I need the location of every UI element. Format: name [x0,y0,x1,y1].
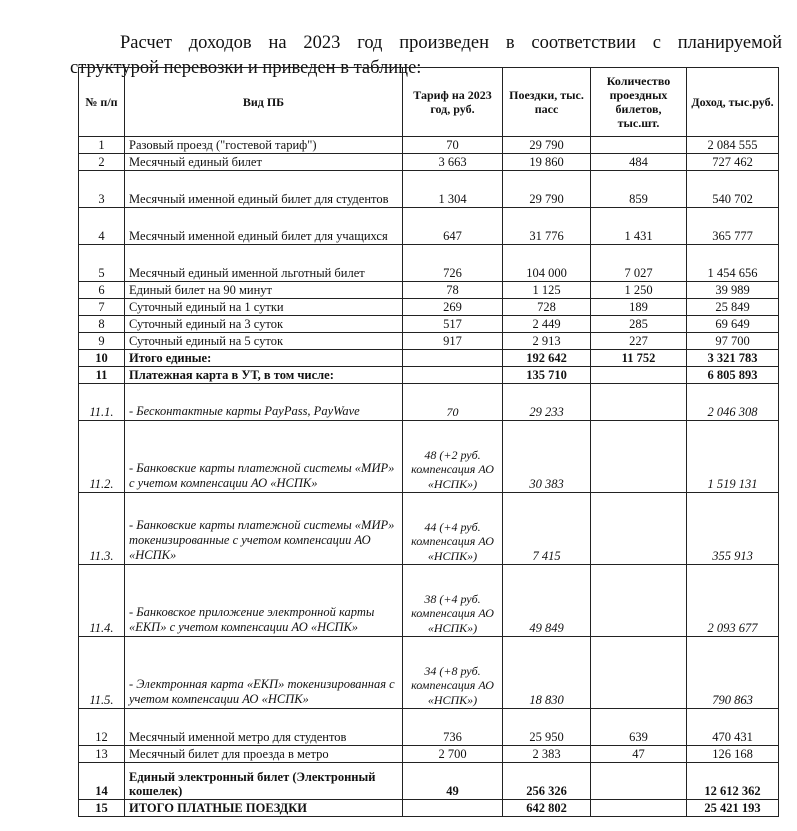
row-trips: 256 326 [503,763,591,800]
row-trips: 18 830 [503,637,591,709]
row-num: 4 [79,208,125,245]
row-tariff: 49 [403,763,503,800]
row-trips: 29 790 [503,137,591,154]
row-num: 5 [79,245,125,282]
row-income: 25 849 [687,299,779,316]
row-income: 790 863 [687,637,779,709]
row-num: 10 [79,350,125,367]
row-income: 97 700 [687,333,779,350]
table-row [79,208,779,245]
row-name: Итого единые: [125,350,403,367]
row-tariff: 647 [403,208,503,245]
row-tariff: 2 700 [403,746,503,763]
table-row [79,746,779,763]
table-row [79,282,779,299]
row-tariff [403,350,503,367]
row-num: 2 [79,154,125,171]
header-num: № п/п [79,68,125,137]
row-trips: 192 642 [503,350,591,367]
row-name: Разовый проезд ("гостевой тариф") [125,137,403,154]
row-num: 11.4. [79,565,125,637]
row-tariff: 34 (+8 руб. компенсация АО «НСПК») [403,637,503,709]
row-income: 1 519 131 [687,421,779,493]
row-trips: 728 [503,299,591,316]
row-name: - Бесконтактные карты PayPass, PayWave [125,384,403,421]
row-tickets: 227 [591,333,687,350]
row-tariff: 44 (+4 руб. компенсация АО «НСПК») [403,493,503,565]
row-income: 540 702 [687,171,779,208]
row-tariff: 3 663 [403,154,503,171]
row-tickets [591,493,687,565]
row-num: 11.3. [79,493,125,565]
table-row [79,800,779,817]
row-tickets [591,137,687,154]
row-tickets: 11 752 [591,350,687,367]
row-income: 2 084 555 [687,137,779,154]
row-name: Месячный единый именной льготный билет [125,245,403,282]
row-income: 365 777 [687,208,779,245]
intro-line-1: Расчет доходов на 2023 год произведен в соответствии с планируемой [120,32,782,53]
income-table [78,67,779,817]
row-income: 6 805 893 [687,367,779,384]
table-row [79,137,779,154]
row-num: 11 [79,367,125,384]
row-income: 69 649 [687,316,779,333]
row-num: 12 [79,709,125,746]
row-tariff [403,800,503,817]
row-num: 15 [79,800,125,817]
row-tickets: 7 027 [591,245,687,282]
row-name: Единый электронный билет (Электронный кошелек) [125,763,403,800]
row-tickets [591,565,687,637]
row-name: Месячный билет для проезда в метро [125,746,403,763]
row-tariff: 1 304 [403,171,503,208]
table-row [79,350,779,367]
row-num: 14 [79,763,125,800]
row-tickets: 639 [591,709,687,746]
row-income: 470 431 [687,709,779,746]
row-tariff: 70 [403,384,503,421]
row-income: 12 612 362 [687,763,779,800]
table-row [79,171,779,208]
row-name: Суточный единый на 1 сутки [125,299,403,316]
row-num: 11.5. [79,637,125,709]
row-num: 9 [79,333,125,350]
table-row [79,245,779,282]
row-trips: 31 776 [503,208,591,245]
row-tickets: 47 [591,746,687,763]
row-num: 6 [79,282,125,299]
row-num: 11.2. [79,421,125,493]
row-trips: 2 383 [503,746,591,763]
row-trips: 135 710 [503,367,591,384]
row-name: Месячный именной метро для студентов [125,709,403,746]
row-name: - Банковские карты платежной системы «МИР» токенизированные с учетом компенсации АО «НСПК» [125,493,403,565]
row-income: 2 046 308 [687,384,779,421]
row-tickets: 1 250 [591,282,687,299]
table-row [79,709,779,746]
row-num: 7 [79,299,125,316]
row-name: Месячный единый билет [125,154,403,171]
row-trips: 104 000 [503,245,591,282]
row-income: 2 093 677 [687,565,779,637]
row-tickets [591,384,687,421]
row-trips: 2 449 [503,316,591,333]
row-name: Суточный единый на 3 суток [125,316,403,333]
row-tickets: 484 [591,154,687,171]
row-tariff: 517 [403,316,503,333]
row-income: 1 454 656 [687,245,779,282]
row-tariff: 38 (+4 руб. компенсация АО «НСПК») [403,565,503,637]
row-tickets: 189 [591,299,687,316]
row-num: 11.1. [79,384,125,421]
table-header-row [79,68,779,137]
row-tariff [403,367,503,384]
header-income: Доход, тыс.руб. [687,68,779,137]
row-tickets: 1 431 [591,208,687,245]
row-tickets [591,763,687,800]
table-row [79,637,779,709]
row-trips: 30 383 [503,421,591,493]
row-num: 1 [79,137,125,154]
row-trips: 25 950 [503,709,591,746]
row-trips: 29 790 [503,171,591,208]
table-row [79,316,779,333]
row-tariff: 269 [403,299,503,316]
row-num: 13 [79,746,125,763]
row-name: Месячный именной единый билет для студентов [125,171,403,208]
row-trips: 2 913 [503,333,591,350]
row-tariff: 917 [403,333,503,350]
table-row [79,299,779,316]
row-tariff: 78 [403,282,503,299]
row-tickets [591,367,687,384]
row-trips: 49 849 [503,565,591,637]
row-income: 3 321 783 [687,350,779,367]
row-name: ИТОГО ПЛАТНЫЕ ПОЕЗДКИ [125,800,403,817]
table-row [79,763,779,800]
row-tariff: 726 [403,245,503,282]
row-num: 8 [79,316,125,333]
row-name: - Банковские карты платежной системы «МИР» с учетом компенсации АО «НСПК» [125,421,403,493]
row-name: Суточный единый на 5 суток [125,333,403,350]
row-tariff: 736 [403,709,503,746]
header-tickets: Количество проездных билетов, тыс.шт. [591,68,687,137]
table-row [79,384,779,421]
row-name: - Банковское приложение электронной карты «ЕКП» с учетом компенсации АО «НСПК» [125,565,403,637]
table-body [79,137,779,817]
row-trips: 19 860 [503,154,591,171]
table-row [79,565,779,637]
table-row [79,154,779,171]
table-row [79,367,779,384]
table-row [79,421,779,493]
row-tickets: 859 [591,171,687,208]
row-income: 727 462 [687,154,779,171]
row-tariff: 48 (+2 руб. компенсация АО «НСПК») [403,421,503,493]
row-name: Платежная карта в УТ, в том числе: [125,367,403,384]
row-trips: 7 415 [503,493,591,565]
row-trips: 1 125 [503,282,591,299]
row-name: Единый билет на 90 минут [125,282,403,299]
row-tickets [591,421,687,493]
header-type: Вид ПБ [125,68,403,137]
row-trips: 29 233 [503,384,591,421]
table-row [79,333,779,350]
row-trips: 642 802 [503,800,591,817]
row-name: - Электронная карта «ЕКП» токенизированная с учетом компенсации АО «НСПК» [125,637,403,709]
row-tickets: 285 [591,316,687,333]
row-tickets [591,637,687,709]
header-trips: Поездки, тыс. пасс [503,68,591,137]
row-tariff: 70 [403,137,503,154]
row-income: 355 913 [687,493,779,565]
row-name: Месячный именной единый билет для учащихся [125,208,403,245]
header-tariff: Тариф на 2023 год, руб. [403,68,503,137]
row-tickets [591,800,687,817]
table-row [79,493,779,565]
row-income: 39 989 [687,282,779,299]
row-num: 3 [79,171,125,208]
row-income: 25 421 193 [687,800,779,817]
intro-line-2: структурой перевозки и приведен в таблице: [70,57,422,78]
row-income: 126 168 [687,746,779,763]
